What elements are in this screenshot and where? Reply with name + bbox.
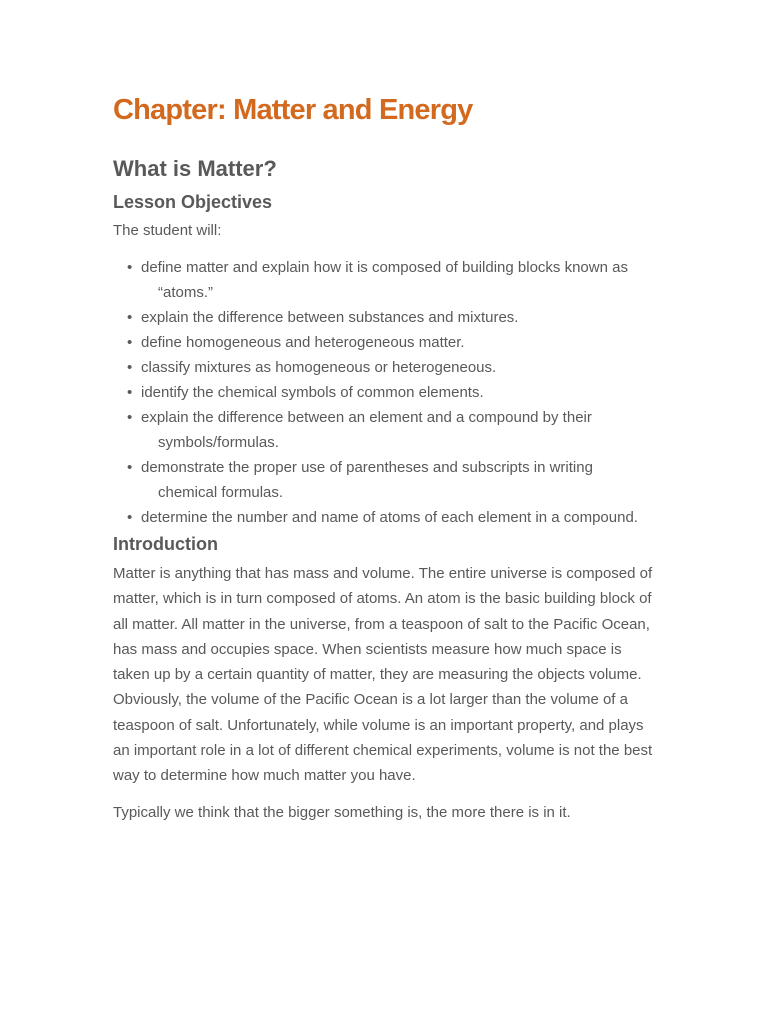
objectives-intro: The student will: xyxy=(113,222,222,239)
objective-text: identify the chemical symbols of common elements. xyxy=(141,384,484,401)
introduction-paragraph: Matter is anything that has mass and volume. The entire universe is composed of matter, which is in turn composed of atoms. An atom is the basic building block of all matter. All matter in the universe, from a teaspoon of salt to the Pacific Ocean, has mass and occupies space. When scientists measure how much space is taken up by a certain quantity of matter, they are measuring the objects volume. Obviously, the volume of the Pacific Ocean is a lot larger than the volume of a teaspoon of salt. Unfortunately, while volume is an important property, and plays an important role in a lot of different chemical experiments, volume is not the best way to determine how much matter you have. xyxy=(113,565,653,785)
objective-text: classify mixtures as homogeneous or heterogeneous. xyxy=(141,359,497,376)
bullet-icon: • xyxy=(127,409,133,426)
objective-text: explain the difference between substances and mixtures. xyxy=(141,309,519,326)
objective-item xyxy=(113,505,653,530)
objective-item xyxy=(113,455,653,505)
objective-item xyxy=(113,380,653,405)
objective-text: determine the number and name of atoms of each element in a compound. xyxy=(141,509,638,526)
objective-item xyxy=(113,305,653,330)
bullet-icon: • xyxy=(127,359,133,376)
bullet-icon: • xyxy=(127,309,133,326)
bullet-icon: • xyxy=(127,509,133,526)
document-content xyxy=(113,88,653,825)
objective-item xyxy=(113,330,653,355)
objective-text: define homogeneous and heterogeneous matter. xyxy=(141,334,465,351)
objective-item xyxy=(113,405,653,455)
introduction-paragraph: Typically we think that the bigger something is, the more there is in it. xyxy=(113,803,571,821)
bullet-icon: • xyxy=(127,334,133,351)
bullet-icon: • xyxy=(127,259,133,276)
introduction-heading: Introduction xyxy=(113,534,218,554)
objective-item xyxy=(113,255,653,305)
chapter-title: Chapter: Matter and Energy xyxy=(113,94,473,126)
lesson-objectives-heading: Lesson Objectives xyxy=(113,192,273,212)
objective-text: demonstrate the proper use of parentheses and subscripts in writing chemical formulas. xyxy=(141,459,593,501)
objective-item xyxy=(113,355,653,380)
objectives-list xyxy=(113,255,653,530)
section-title: What is Matter? xyxy=(113,156,277,181)
bullet-icon: • xyxy=(127,459,133,476)
bullet-icon: • xyxy=(127,384,133,401)
objective-text: define matter and explain how it is composed of building blocks known as “atoms.” xyxy=(141,259,628,301)
objective-text: explain the difference between an element and a compound by their symbols/formulas. xyxy=(141,409,592,451)
